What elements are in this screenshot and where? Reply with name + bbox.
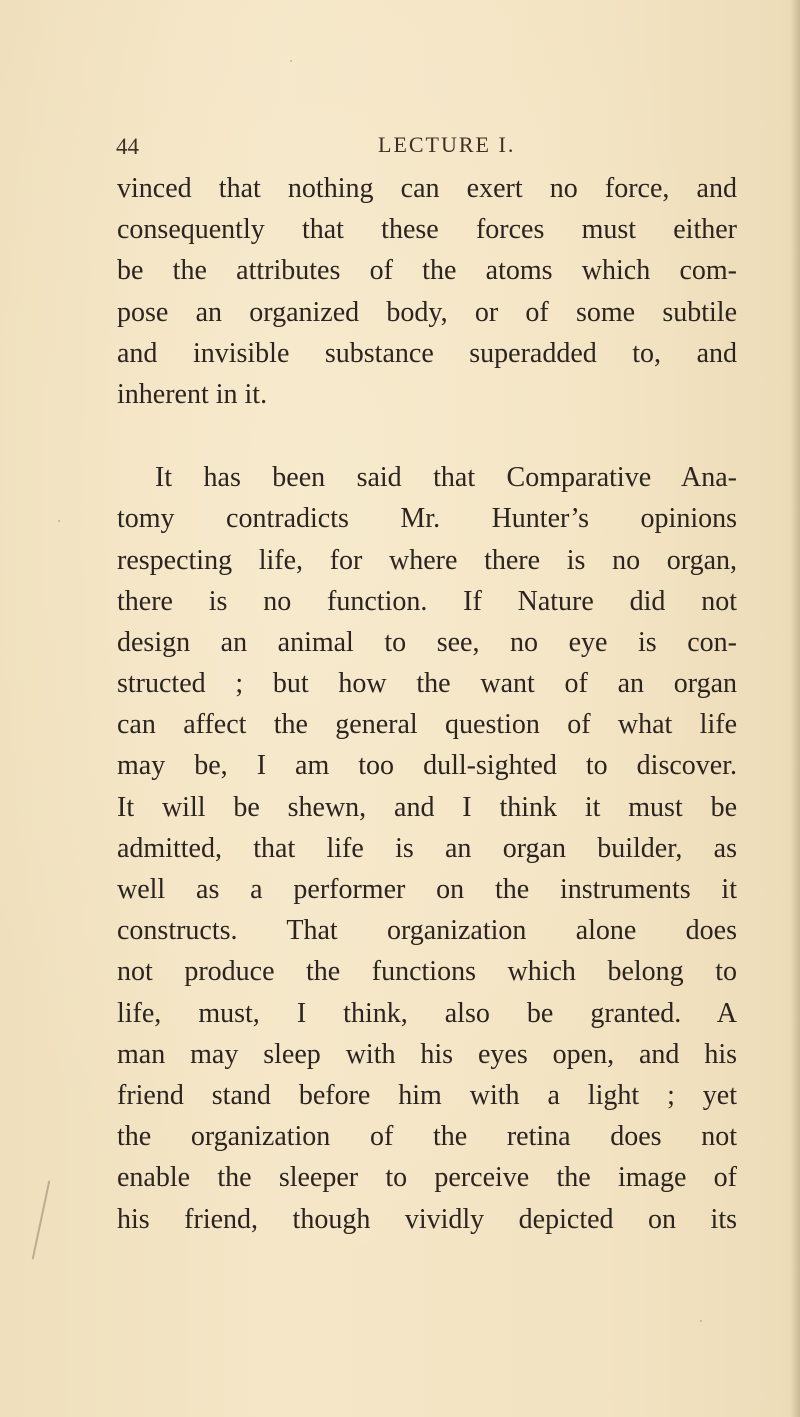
text-line: well as a performer on the instruments it [117, 874, 737, 905]
text-line: can affect the general question of what life [117, 709, 737, 741]
text-line: constructs. That organization alone does [117, 915, 737, 947]
paper-speck [290, 60, 292, 62]
text-line: his friend, though vividly depicted on its [117, 1203, 737, 1235]
text-line: friend stand before him with a light ; yet [117, 1079, 737, 1111]
text-line: pose an organized body, or of some subtile [117, 296, 737, 328]
page-edge-shadow [790, 0, 800, 1417]
text-line: structed ; but how the want of an organ [117, 668, 737, 700]
text-line: be the attributes of the atoms which com- [117, 255, 737, 287]
text-line: enable the sleeper to perceive the image of [117, 1162, 737, 1194]
text-line: tomy contradicts Mr. Hunter’s opinions [117, 503, 737, 535]
text-line: there is no function. If Nature did not [117, 585, 737, 617]
text-line: may be, I am too dull-sighted to discover. [117, 750, 737, 782]
text-line: and invisible substance superadded to, and [117, 337, 737, 369]
paper-speck [700, 1320, 702, 1322]
page-body [117, 168, 737, 1240]
text-line: design an animal to see, no eye is con- [117, 626, 737, 658]
running-head: LECTURE I. [378, 132, 516, 157]
text-line: It will be shewn, and I think it must be [117, 791, 737, 823]
page-header [0, 128, 800, 168]
text-line: It has been said that Comparative Ana- [155, 462, 737, 494]
text-line: life, must, I think, also be granted. A [117, 997, 737, 1029]
text-line: respecting life, for where there is no organ, [117, 544, 737, 576]
text-line: consequently that these forces must either [117, 214, 737, 246]
text-line: man may sleep with his eyes open, and his [117, 1038, 737, 1070]
paragraph-gap [117, 415, 737, 457]
text-line: not produce the functions which belong to [117, 956, 737, 988]
paper-speck [58, 520, 60, 522]
page-number: 44 [116, 134, 139, 159]
text-line: admitted, that life is an organ builder, as [117, 832, 737, 864]
text-line: the organization of the retina does not [117, 1121, 737, 1153]
text-line: vinced that nothing can exert no force, and [117, 173, 737, 204]
text-line: inherent in it. [117, 378, 268, 410]
stray-ink-mark [32, 1181, 51, 1260]
